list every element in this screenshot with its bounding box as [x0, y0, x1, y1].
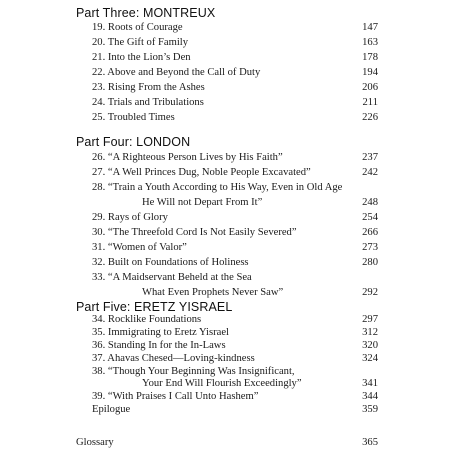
toc-entry-page: 297 [362, 313, 378, 325]
toc-entry [0, 36, 452, 50]
toc-entry-continuation [0, 286, 452, 300]
toc-entry [0, 21, 452, 35]
toc-entry [0, 365, 452, 379]
toc-entry-title: 23. Rising From the Ashes [92, 82, 205, 93]
toc-entry-title: 30. “The Threefold Cord Is Not Easily Severed” [92, 227, 297, 238]
toc-entry-page: 163 [362, 37, 378, 48]
toc-entry-title: 33. “A Maidservant Beheld at the Sea [92, 272, 252, 283]
toc-entry [0, 403, 452, 417]
toc-entry [0, 390, 452, 404]
toc-entry-title: He Will not Depart From It” [142, 197, 263, 208]
toc-entry [0, 241, 452, 255]
toc-entry-page: 254 [362, 212, 378, 223]
toc-entry-title: Your End Will Flourish Exceedingly” [142, 378, 302, 390]
toc-entry-page: 147 [362, 22, 378, 33]
toc-entry-page: 292 [362, 287, 378, 298]
toc-entry [0, 166, 452, 180]
toc-entry-title: 29. Rays of Glory [92, 212, 168, 223]
toc-entry-title: 26. “A Righteous Person Lives by His Faith” [92, 152, 283, 163]
toc-entry [0, 151, 452, 165]
toc-entry-title: 21. Into the Lion’s Den [92, 52, 191, 63]
toc-entry [0, 81, 452, 95]
toc-entry [0, 313, 452, 327]
toc-entry-title: 39. “With Praises I Call Unto Hashem” [92, 391, 259, 403]
toc-entry-page: 226 [362, 112, 378, 123]
toc-entry-title: Epilogue [92, 404, 131, 416]
part-four-heading: Part Four: LONDON [76, 135, 191, 149]
toc-entry-page: 324 [362, 352, 378, 364]
toc-entry-title: 28. “Train a Youth According to His Way, Even in Old Age [92, 182, 343, 193]
toc-entry [0, 256, 452, 270]
toc-entry-page: 320 [362, 339, 378, 351]
toc-entry-page: 248 [362, 197, 378, 208]
toc-entry [0, 211, 452, 225]
toc-entry-title: 32. Built on Foundations of Holiness [92, 257, 249, 268]
toc-entry-title: 35. Immigrating to Eretz Yisrael [92, 326, 229, 338]
toc-entry [0, 226, 452, 240]
toc-entry [0, 271, 452, 285]
toc-entry-page: 273 [362, 242, 378, 253]
toc-entry-page: 242 [362, 167, 378, 178]
toc-entry [0, 339, 452, 353]
toc-entry [0, 352, 452, 366]
toc-entry-page: 365 [362, 437, 378, 448]
toc-entry-title: 36. Standing In for the In-Laws [92, 339, 226, 351]
toc-entry [0, 51, 452, 65]
toc-entry-title: 27. “A Well Princes Dug, Noble People Excavated” [92, 167, 311, 178]
toc-entry [0, 111, 452, 125]
toc-entry [0, 181, 452, 195]
toc-entry-title: Glossary [76, 437, 114, 448]
toc-entry-page: 237 [362, 152, 378, 163]
toc-entry-page: 344 [362, 391, 378, 403]
toc-entry-title: 37. Ahavas Chesed—Loving-kindness [92, 352, 255, 364]
toc-entry-title: 20. The Gift of Family [92, 37, 189, 48]
toc-entry-page: 280 [362, 257, 378, 268]
toc-entry-title: 25. Troubled Times [92, 112, 175, 123]
toc-entry-page: 211 [362, 97, 378, 108]
toc-entry-title: What Even Prophets Never Saw” [142, 287, 284, 298]
toc-entry-title: 31. “Women of Valor” [92, 242, 187, 253]
toc-entry [0, 326, 452, 340]
toc-entry-page: 341 [362, 378, 378, 390]
toc-entry-title: 24. Trials and Tribulations [92, 97, 204, 108]
toc-entry-continuation [0, 196, 452, 210]
toc-entry-title: 34. Rocklike Foundations [92, 313, 202, 325]
toc-entry-title: 19. Roots of Courage [92, 22, 183, 33]
toc-entry-page: 312 [362, 326, 378, 338]
toc-entry-page: 194 [362, 67, 378, 78]
toc-entry-glossary [0, 436, 452, 450]
toc-entry-page: 266 [362, 227, 378, 238]
toc-entry-title: 38. “Though Your Beginning Was Insignificant, [92, 365, 295, 377]
toc-entry-page: 178 [362, 52, 378, 63]
toc-entry-title: 22. Above and Beyond the Call of Duty [92, 67, 261, 78]
toc-entry-continuation [0, 377, 452, 391]
toc-entry-page: 206 [362, 82, 378, 93]
toc-entry [0, 96, 452, 110]
part-five-heading: Part Five: ERETZ YISRAEL [76, 300, 233, 314]
toc-entry-page: 359 [362, 404, 378, 416]
toc-entry [0, 66, 452, 80]
part-three-heading: Part Three: MONTREUX [76, 6, 216, 20]
